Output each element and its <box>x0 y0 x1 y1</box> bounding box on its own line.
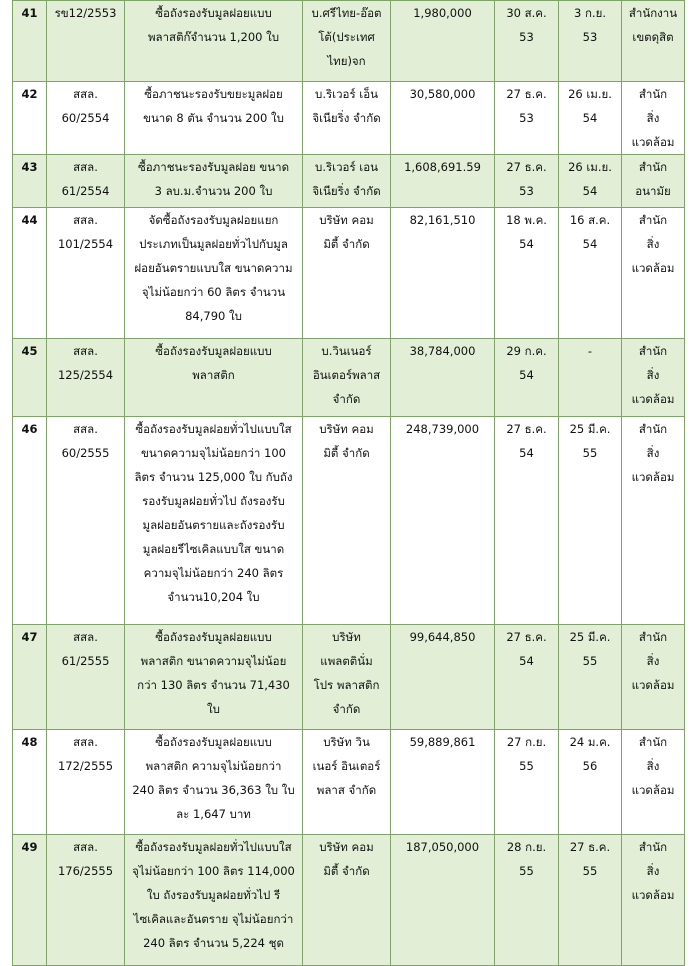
item-description: ซื้อถังรองรับมูลฝอยทั่วไปแบบใส จุไม่น้อยกว่า 100 ลิตร 114,000 ใบ ถังรองรับมูลฝอยทั่วไป รี ไซเคิลและอันตราย จุไม่น้อยกว่า 240 ลิตร จำนวน 5,224 ชุด <box>125 835 303 966</box>
vendor-name: บ.ศรีไทย-อ๊อต โต้(ประเทศ ไทย)จก <box>303 1 391 82</box>
table-row <box>13 417 685 625</box>
row-number: 47 <box>13 625 47 730</box>
end-date: 26 เม.ย. 54 <box>559 82 622 155</box>
start-date: 29 ก.ค. 54 <box>495 339 559 417</box>
procurement-table <box>12 0 685 966</box>
row-number: 41 <box>13 1 47 82</box>
contract-number: รข12/2553 <box>47 1 125 82</box>
contract-number: สสล. 101/2554 <box>47 208 125 339</box>
table-row <box>13 730 685 835</box>
vendor-name: บ.ริเวอร์ เอน จิเนียริ่ง จำกัด <box>303 155 391 208</box>
row-number: 45 <box>13 339 47 417</box>
contract-number: สสล. 61/2555 <box>47 625 125 730</box>
contract-amount: 59,889,861 <box>391 730 495 835</box>
table-body <box>13 1 685 966</box>
table-row <box>13 1 685 82</box>
contract-number: สสล. 172/2555 <box>47 730 125 835</box>
end-date: 26 เม.ย. 54 <box>559 155 622 208</box>
contract-amount: 82,161,510 <box>391 208 495 339</box>
start-date: 27 ธ.ค. 54 <box>495 417 559 625</box>
vendor-name: บ.ริเวอร์ เอ็น จิเนียริ่ง จำกัด <box>303 82 391 155</box>
start-date: 27 ธ.ค. 53 <box>495 155 559 208</box>
responsible-office: สำนัก สิ่งแวดล้อม <box>622 625 685 730</box>
end-date: 27 ธ.ค. 55 <box>559 835 622 966</box>
responsible-office: สำนัก อนามัย <box>622 155 685 208</box>
contract-number: สสล. 176/2555 <box>47 835 125 966</box>
end-date: 24 ม.ค. 56 <box>559 730 622 835</box>
item-description: ซื้อถังรองรับมูลฝอยแบบ พลาสติก ความจุไม่น้อยกว่า 240 ลิตร จำนวน 36,363 ใบ ใบ ละ 1,647 บาท <box>125 730 303 835</box>
start-date: 27 ธ.ค. 54 <box>495 625 559 730</box>
start-date: 30 ส.ค. 53 <box>495 1 559 82</box>
vendor-name: บริษัท วิน เนอร์ อินเตอร์ พลาส จำกัด <box>303 730 391 835</box>
row-number: 46 <box>13 417 47 625</box>
table-row <box>13 208 685 339</box>
responsible-office: สำนัก สิ่งแวดล้อม <box>622 82 685 155</box>
table-row <box>13 339 685 417</box>
start-date: 27 ธ.ค. 53 <box>495 82 559 155</box>
row-number: 44 <box>13 208 47 339</box>
end-date: 25 มี.ค. 55 <box>559 625 622 730</box>
contract-amount: 187,050,000 <box>391 835 495 966</box>
end-date: 16 ส.ค. 54 <box>559 208 622 339</box>
responsible-office: สำนัก สิ่งแวดล้อม <box>622 417 685 625</box>
vendor-name: บริษัท คอม มิตี้ จำกัด <box>303 208 391 339</box>
row-number: 42 <box>13 82 47 155</box>
end-date: - <box>559 339 622 417</box>
row-number: 48 <box>13 730 47 835</box>
procurement-table-container <box>12 0 685 966</box>
vendor-name: บริษัท คอม มิตี้ จำกัด <box>303 417 391 625</box>
contract-amount: 30,580,000 <box>391 82 495 155</box>
responsible-office: สำนักงาน เขตดุสิต <box>622 1 685 82</box>
contract-number: สสล. 60/2554 <box>47 82 125 155</box>
start-date: 28 ก.ย. 55 <box>495 835 559 966</box>
vendor-name: บริษัท แพลตตินั่ม โปร พลาสติก จำกัด <box>303 625 391 730</box>
table-row <box>13 82 685 155</box>
start-date: 18 พ.ค. 54 <box>495 208 559 339</box>
responsible-office: สำนัก สิ่งแวดล้อม <box>622 835 685 966</box>
row-number: 49 <box>13 835 47 966</box>
start-date: 27 ก.ย. 55 <box>495 730 559 835</box>
table-row <box>13 835 685 966</box>
item-description: ซื้อถังรองรับมูลฝอยแบบ พลาสติก๊จำนวน 1,200 ใบ <box>125 1 303 82</box>
end-date: 25 มี.ค. 55 <box>559 417 622 625</box>
item-description: จัดซื้อถังรองรับมูลฝอยแยก ประเภทเป็นมูลฝอยทั่วไปกับมูล ฝอยอันตรายแบบใส ขนาดความ จุไม่น้อยกว่า 60 ลิตร จำนวน 84,790 ใบ <box>125 208 303 339</box>
item-description: ซื้อถังรองรับมูลฝอยแบบ พลาสติก <box>125 339 303 417</box>
vendor-name: บ.วินเนอร์ อินเตอร์พลาส จำกัด <box>303 339 391 417</box>
end-date: 3 ก.ย. 53 <box>559 1 622 82</box>
contract-amount: 38,784,000 <box>391 339 495 417</box>
contract-number: สสล. 61/2554 <box>47 155 125 208</box>
contract-amount: 1,980,000 <box>391 1 495 82</box>
contract-amount: 248,739,000 <box>391 417 495 625</box>
item-description: ซื้อถังรองรับมูลฝอยแบบ พลาสติก ขนาดความจุไม่น้อย กว่า 130 ลิตร จำนวน 71,430 ใบ <box>125 625 303 730</box>
item-description: ซื้อภาชนะรองรับมูลฝอย ขนาด 3 ลบ.ม.จำนวน 200 ใบ <box>125 155 303 208</box>
responsible-office: สำนัก สิ่งแวดล้อม <box>622 208 685 339</box>
table-row <box>13 155 685 208</box>
contract-amount: 1,608,691.59 <box>391 155 495 208</box>
vendor-name: บริษัท คอม มิตี้ จำกัด <box>303 835 391 966</box>
contract-number: สสล. 125/2554 <box>47 339 125 417</box>
responsible-office: สำนัก สิ่งแวดล้อม <box>622 339 685 417</box>
contract-amount: 99,644,850 <box>391 625 495 730</box>
contract-number: สสล. 60/2555 <box>47 417 125 625</box>
table-row <box>13 625 685 730</box>
item-description: ซื้อถังรองรับมูลฝอยทั่วไปแบบใส ขนาดความจุไม่น้อยกว่า 100 ลิตร จำนวน 125,000 ใบ กับถัง รองรับมูลฝอยทั่วไป ถังรองรับ มูลฝอยอันตรายและถังรองรับ มูลฝอยรีไซเคิลแบบใส ขนาด ความจุไม่น้อยกว่า 240 ลิตร จำนวน10,204 ใบ <box>125 417 303 625</box>
responsible-office: สำนัก สิ่งแวดล้อม <box>622 730 685 835</box>
row-number: 43 <box>13 155 47 208</box>
item-description: ซื้อภาชนะรองรับขยะมูลฝอย ขนาด 8 ตัน จำนวน 200 ใบ <box>125 82 303 155</box>
